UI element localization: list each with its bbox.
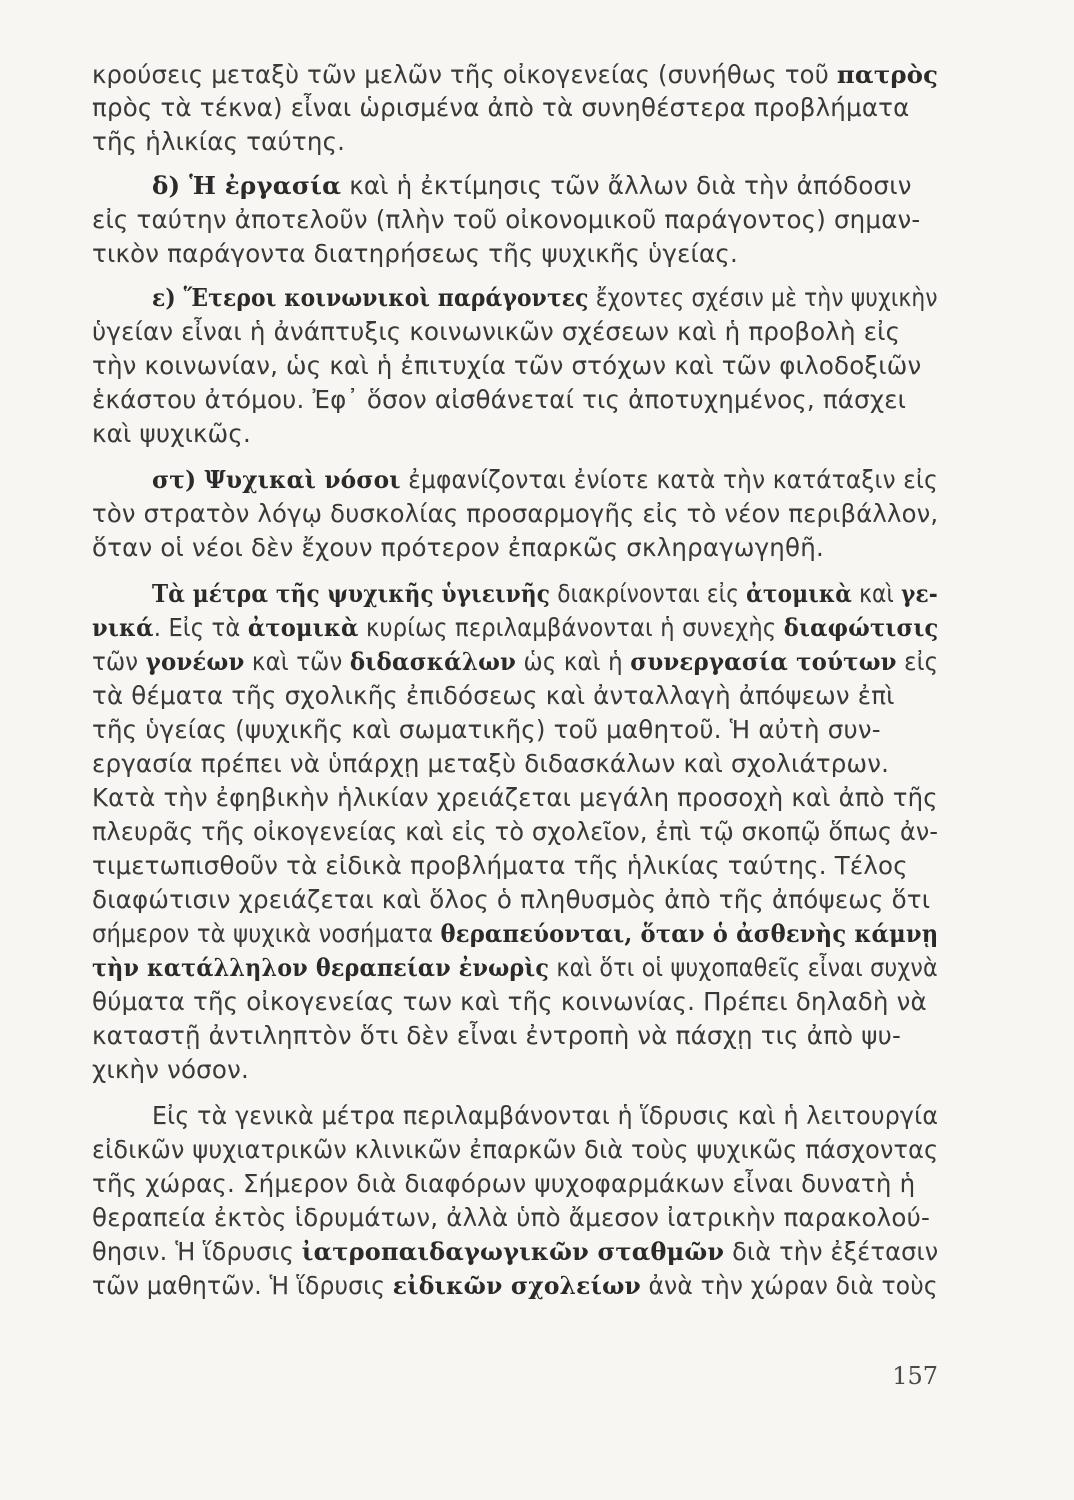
text-segment: χικὴν νόσον.	[92, 1055, 249, 1084]
text-line	[92, 497, 939, 531]
text-segment: τῆς ἡλικίας ταύτης.	[92, 127, 346, 156]
text-segment: διαφώτισιν χρειάζεται καὶ ὅλος ὁ πληθυσμὸς ἀπὸ τῆς ἀπόψεως ὅτι	[92, 885, 931, 914]
text-line	[92, 383, 938, 417]
text-segment: τιμετωπισθοῦν τὰ εἰδικὰ προβλήματα τῆς ἡλικίας ταύτης. Τέλος	[92, 851, 908, 880]
text-segment: τὴν κοινωνίαν, ὡς καὶ ἡ ἐπιτυχία τῶν στόχων καὶ τῶν φιλοδοξιῶν	[92, 351, 922, 380]
text-segment: ἀνὰ τὴν χώραν διὰ τοὺς	[640, 1271, 938, 1300]
text-line	[92, 645, 939, 679]
text-segment: θεραπεία ἐκτὸς ἱδρυμάτων, ἀλλὰ ὑπὸ ἄμεσον ἰατρικὴν παρακολού-	[92, 1203, 930, 1232]
text-segment: διακρίνονται εἰς	[550, 579, 747, 608]
text-segment: τὸν στρατὸν λόγῳ δυσκολίας προσαρμογῆς εἰς τὸ νέον περιβάλλον,	[92, 499, 939, 528]
text-line	[92, 1201, 938, 1235]
text-segment: καὶ	[852, 579, 902, 608]
text-line	[92, 417, 938, 451]
bold-text-segment: τὴν κατάλληλον θεραπείαν ἐνωρὶς	[92, 953, 550, 982]
bold-text-segment: συνεργασία τούτων	[630, 647, 897, 676]
text-segment: καὶ τῶν	[244, 647, 350, 676]
text-segment: τὰ θέματα τῆς σχολικῆς ἐπιδόσεως καὶ ἀνταλλαγὴ ἀπόψεων ἐπὶ	[92, 681, 895, 710]
text-line	[92, 917, 939, 951]
text-line	[92, 315, 938, 349]
bold-text-segment: ἀτομικὰ	[746, 579, 853, 608]
text-line	[92, 1019, 938, 1053]
text-line	[152, 463, 938, 497]
text-line	[92, 849, 938, 883]
text-segment: καὶ ἡ ἐκτίμησις τῶν ἄλλων διὰ τὴν ἀπόδοσιν	[341, 171, 912, 200]
text-line	[92, 1269, 938, 1303]
bold-text-segment: θεραπεύονται, ὅταν ὁ ἀσθενὴς κάμνῃ	[440, 919, 939, 948]
bold-text-segment: ε) Ἕτεροι κοινωνικοὶ παράγοντες	[152, 283, 589, 312]
text-line	[92, 1133, 939, 1167]
text-line	[92, 531, 938, 565]
text-segment: σήμερον τὰ ψυχικὰ νοσήματα	[92, 919, 441, 948]
bold-text-segment: Τὰ μέτρα τῆς ψυχικῆς ὑγιεινῆς	[152, 579, 551, 608]
bold-text-segment: στ) Ψυχικαὶ νόσοι	[152, 465, 401, 494]
text-line	[92, 679, 938, 713]
text-segment: Κατὰ τὴν ἐφηβικὴν ἡλικίαν χρειάζεται μεγάλη προσοχὴ καὶ ἀπὸ τῆς	[92, 783, 938, 812]
text-segment: πρὸς τὰ τέκνα) εἶναι ὡρισμένα ἀπὸ τὰ συνηθέστερα προβλήματα	[92, 93, 910, 122]
text-segment: τῆς χώρας. Σήμερον διὰ διαφόρων ψυχοφαρμάκων εἶναι δυνατὴ ἡ	[92, 1169, 916, 1198]
text-segment: ὅταν οἱ νέοι δὲν ἔχουν πρότερον ἐπαρκῶς σκληραγωγηθῆ.	[92, 533, 824, 562]
text-line	[152, 169, 938, 203]
text-line	[92, 611, 939, 645]
text-line	[92, 125, 938, 159]
bold-text-segment: δ) Ἡ ἐργασία	[152, 171, 342, 200]
bold-text-segment: διδασκάλων	[349, 647, 517, 676]
text-line	[92, 747, 938, 781]
text-segment: . Εἰς τὰ	[153, 613, 248, 642]
text-line	[92, 951, 938, 985]
text-segment: τῆς ὑγείας (ψυχικῆς καὶ σωματικῆς) τοῦ μαθητοῦ. Ἡ αὐτὴ συν-	[92, 715, 881, 744]
text-line	[92, 203, 938, 237]
text-segment: εἰς	[896, 647, 939, 676]
text-segment: καταστῇ ἀντιληπτὸν ὅτι δὲν εἶναι ἐντροπὴ νὰ πάσχῃ τις ἀπὸ ψυ-	[92, 1021, 901, 1050]
bold-text-segment: ἀτομικὰ	[247, 613, 359, 642]
text-segment: θησιν. Ἡ ἵδρυσις	[92, 1237, 302, 1266]
text-segment: κρούσεις μεταξὺ τῶν μελῶν τῆς οἰκογενείας (συνήθως τοῦ	[92, 60, 837, 89]
text-line	[92, 349, 938, 383]
text-segment: κυρίως περιλαμβάνονται ἡ συνεχὴς	[358, 613, 784, 642]
text-line	[92, 985, 938, 1019]
text-segment: διὰ τὴν ἐξέτασιν	[724, 1237, 939, 1266]
text-segment: ὑγείαν εἶναι ἡ ἀνάπτυξις κοινωνικῶν σχέσεων καὶ ἡ προβολὴ εἰς	[92, 317, 901, 346]
text-line	[92, 58, 939, 92]
text-line	[92, 815, 939, 849]
text-segment: τῶν	[92, 647, 146, 676]
text-line	[92, 1235, 939, 1269]
text-line	[92, 1167, 938, 1201]
text-segment: ἔχοντες σχέσιν μὲ τὴν ψυχικὴν	[588, 283, 938, 312]
text-line	[92, 91, 938, 125]
text-line	[92, 781, 938, 815]
text-line	[92, 713, 938, 747]
text-segment: ἐμφανίζονται ἐνίοτε κατὰ τὴν κατάταξιν εἰς	[400, 465, 938, 494]
text-segment: πλευρᾶς τῆς οἰκογενείας καὶ εἰς τὸ σχολεῖον, ἐπὶ τῷ σκοπῷ ὅπως ἀν-	[92, 817, 939, 846]
text-segment: καὶ ὅτι οἱ ψυχοπαθεῖς εἶναι συχνὰ	[549, 953, 938, 982]
text-line	[152, 281, 938, 315]
bold-text-segment: γε-	[901, 579, 938, 608]
text-line	[92, 883, 938, 917]
text-segment: ὡς καὶ ἡ	[516, 647, 631, 676]
text-line	[92, 237, 938, 271]
text-segment: εἰς ταύτην ἀποτελοῦν (πλὴν τοῦ οἰκονομικοῦ παράγοντος) σημαν-	[92, 205, 921, 234]
text-segment: ἑκάστου ἀτόμου. Ἐφ᾽ ὅσον αἰσθάνεταί τις ἀποτυχημένος, πάσχει	[92, 385, 907, 414]
text-line	[92, 1053, 938, 1087]
text-segment: θύματα τῆς οἰκογενείας των καὶ τῆς κοινωνίας. Πρέπει δηλαδὴ νὰ	[92, 987, 927, 1016]
text-line	[152, 1099, 939, 1133]
text-segment: εργασία πρέπει νὰ ὑπάρχῃ μεταξὺ διδασκάλων καὶ σχολιάτρων.	[92, 749, 890, 778]
bold-text-segment: εἰδικῶν σχολείων	[392, 1271, 641, 1300]
bold-text-segment: ἰατροπαιδαγωγικῶν σταθμῶν	[301, 1237, 725, 1266]
bold-text-segment: νικά	[92, 613, 154, 642]
bold-text-segment: πατρὸς	[836, 60, 939, 89]
text-segment: τῶν μαθητῶν. Ἡ ἵδρυσις	[92, 1271, 393, 1300]
bold-text-segment: γονέων	[145, 647, 245, 676]
text-segment: καὶ ψυχικῶς.	[92, 419, 251, 448]
text-line	[152, 577, 938, 611]
page-number: 157	[892, 1362, 938, 1390]
bold-text-segment: διαφώτισις	[783, 613, 939, 642]
text-segment: τικὸν παράγοντα διατηρήσεως τῆς ψυχικῆς ὑγείας.	[92, 239, 738, 268]
text-segment: Εἰς τὰ γενικὰ μέτρα περιλαμβάνονται ἡ ἵδρυσις καὶ ἡ λειτουργία	[152, 1101, 939, 1130]
text-segment: εἰδικῶν ψυχιατρικῶν κλινικῶν ἐπαρκῶν διὰ τοὺς ψυχικῶς πάσχοντας	[92, 1135, 939, 1164]
